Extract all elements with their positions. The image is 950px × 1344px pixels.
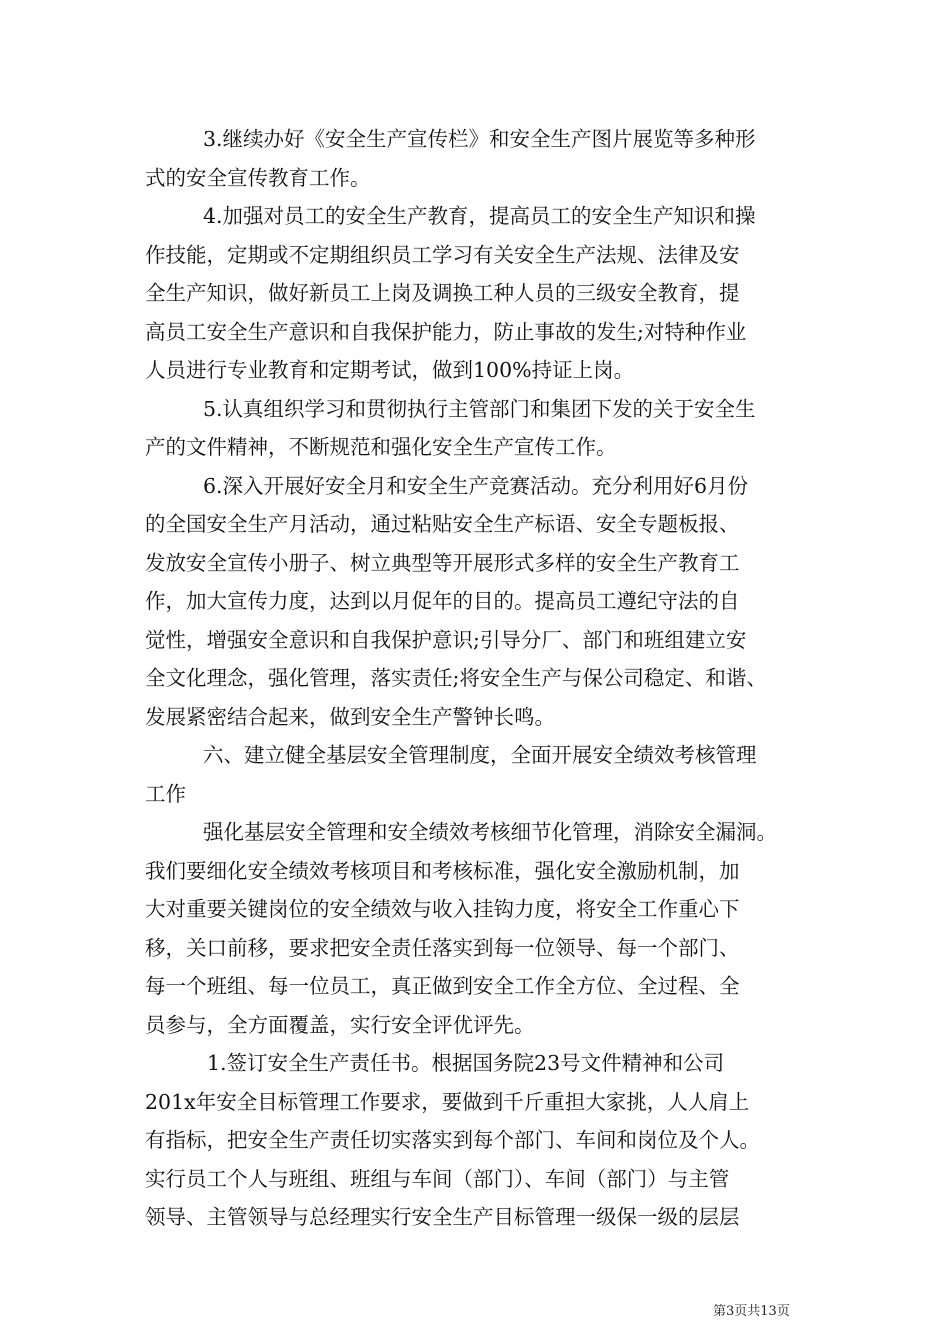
- document-body: [145, 120, 825, 1237]
- page-number: 第3页共13页: [713, 1304, 790, 1319]
- section-heading-line: 六、建立健全基层安全管理制度，全面开展安全绩效考核管理: [203, 743, 757, 767]
- paragraph-line: 式的安全宣传教育工作。: [145, 165, 371, 190]
- paragraph-line: 产的文件精神，不断规范和强化安全生产宣传工作。: [145, 435, 617, 459]
- paragraph-line: 移，关口前移，要求把安全责任落实到每一位领导、每一个部门、: [145, 935, 740, 960]
- paragraph-line: 3.继续办好《安全生产宣传栏》和安全生产图片展览等多种形: [203, 127, 756, 151]
- paragraph-line: 发放安全宣传小册子、树立典型等开展形式多样的安全生产教育工: [145, 550, 740, 575]
- paragraph-line: 作技能，定期或不定期组织员工学习有关安全生产法规、法律及安: [145, 242, 740, 267]
- paragraph-line: 有指标，把安全生产责任切实落实到每个部门、车间和岗位及个人。: [145, 1128, 760, 1152]
- paragraph-line: 发展紧密结合起来，做到安全生产警钟长鸣。: [145, 704, 555, 729]
- paragraph-line: 大对重要关键岗位的安全绩效与收入挂钩力度，将安全工作重心下: [145, 897, 740, 921]
- paragraph-line: 5.认真组织学习和贯彻执行主管部门和集团下发的关于安全生: [203, 396, 756, 421]
- paragraph-line: 作，加大宣传力度，达到以月促年的目的。提高员工遵纪守法的自: [145, 589, 740, 613]
- paragraph-line: 我们要细化安全绩效考核项目和考核标准，强化安全激励机制，加: [145, 858, 740, 883]
- section-heading-line: 工作: [145, 781, 186, 806]
- paragraph-line: 201x年安全目标管理工作要求，要做到千斤重担大家挑，人人肩上: [145, 1089, 750, 1114]
- paragraph-line: 高员工安全生产意识和自我保护能力，防止事故的发生;对特种作业: [145, 319, 747, 344]
- paragraph-line: 每一个班组、每一位员工，真正做到安全工作全方位、全过程、全: [145, 974, 740, 998]
- paragraph-line: 全生产知识，做好新员工上岗及调换工种人员的三级安全教育，提: [145, 281, 740, 305]
- paragraph-line: 6.深入开展好安全月和安全生产竞赛活动。充分利用好6月份: [203, 473, 749, 498]
- paragraph-line: 1.签订安全生产责任书。根据国务院23号文件精神和公司: [207, 1051, 725, 1075]
- paragraph-line: 强化基层安全管理和安全绩效考核细节化管理，消除安全漏洞。: [203, 820, 777, 844]
- paragraph-line: 全文化理念，强化管理，落实责任;将安全生产与保公司稳定、和谐、: [145, 666, 767, 690]
- paragraph-line: 人员进行专业教育和定期考试，做到100%持证上岗。: [145, 358, 635, 382]
- paragraph-line: 员参与，全方面覆盖，实行安全评优评先。: [145, 1012, 535, 1037]
- paragraph-line: 觉性，增强安全意识和自我保护意识;引导分厂、部门和班组建立安: [145, 627, 747, 652]
- paragraph-line: 4.加强对员工的安全生产教育，提高员工的安全生产知识和操: [203, 204, 756, 228]
- paragraph-line: 的全国安全生产月活动，通过粘贴安全生产标语、安全专题板报、: [145, 512, 740, 536]
- paragraph-line: 领导、主管领导与总经理实行安全生产目标管理一级保一级的层层: [145, 1205, 740, 1229]
- paragraph-line: 实行员工个人与班组、班组与车间（部门）、车间（部门）与主管: [145, 1166, 730, 1191]
